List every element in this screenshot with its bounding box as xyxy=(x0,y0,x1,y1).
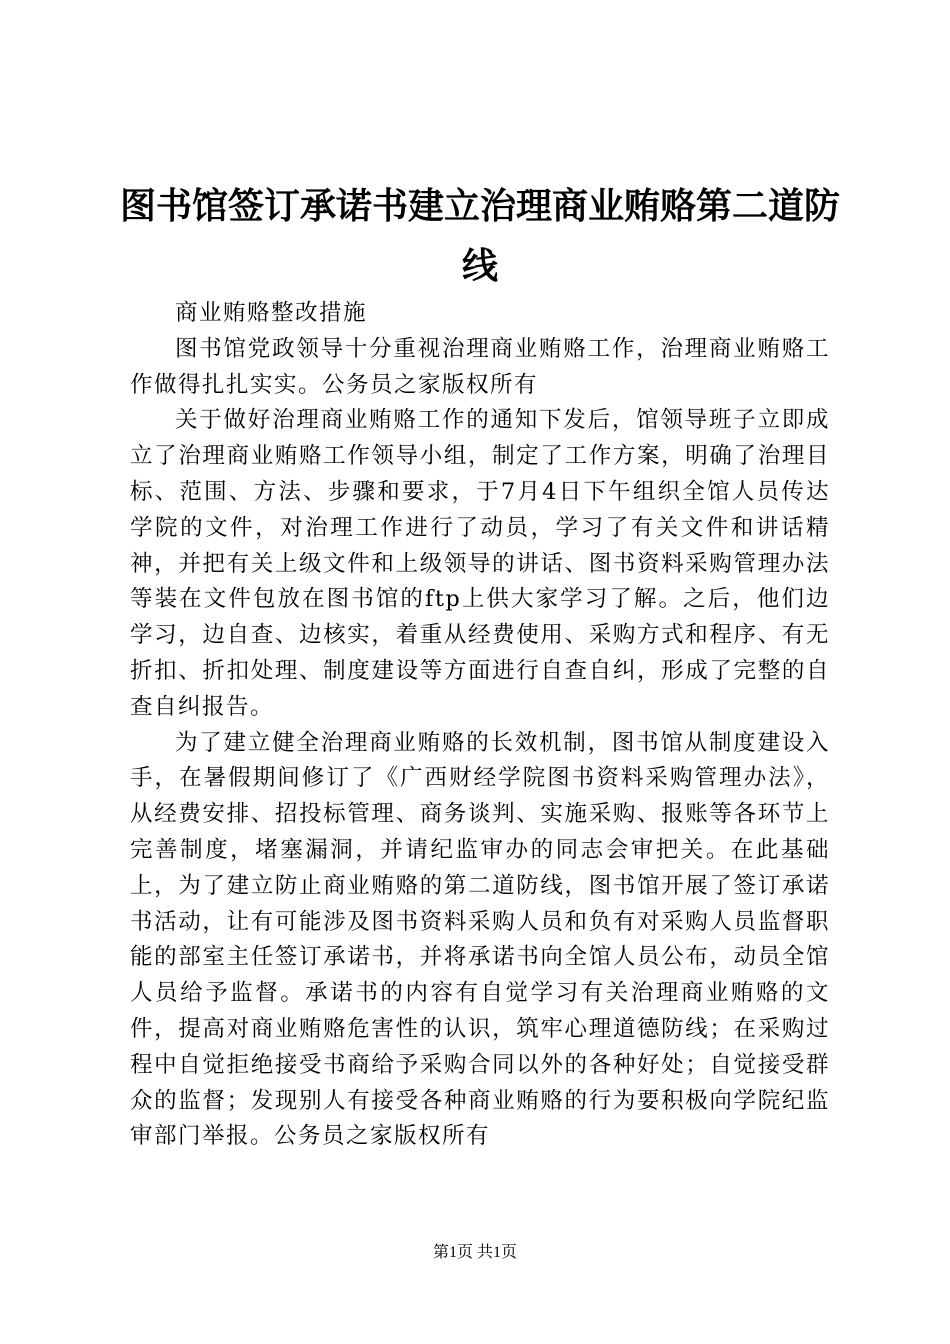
document-body xyxy=(130,296,830,1155)
page-number-footer: 第1页 共1页 xyxy=(432,1244,517,1261)
document-title: 图书馆签订承诺书建立治理商业贿赂第二道防线 xyxy=(120,185,841,287)
paragraph-subtitle: 商业贿赂整改措施 xyxy=(175,300,368,326)
paragraph-2: 关于做好治理商业贿赂工作的通知下发后，馆领导班子立即成立了治理商业贿赂工作领导小组，制定了工作方案，明确了治理目标、范围、方法、步骤和要求，于7月4日下午组织全馆人员传达学院的文件，对治理工作进行了动员，学习了有关文件和讲话精神，并把有关上级文件和上级领导的讲话、图书资料采购管理办法等装在文件包放在图书馆的ftp上供大家学习了解。之后，他们边学习，边自查、边核实，着重从经费使用、采购方式和程序、有无折扣、折扣处理、制度建设等方面进行自查自纠，形成了完整的自查自纠报告。 xyxy=(130,407,830,720)
paragraph-1: 图书馆党政领导十分重视治理商业贿赂工作，治理商业贿赂工作做得扎扎实实。公务员之家版权所有 xyxy=(130,335,830,398)
paragraph-3: 为了建立健全治理商业贿赂的长效机制，图书馆从制度建设入手，在暑假期间修订了《广西财经学院图书资料采购管理办法》，从经费安排、招投标管理、商务谈判、实施采购、报账等各环节上完善制度，堵塞漏洞，并请纪监审办的同志会审把关。在此基础上，为了建立防止商业贿赂的第二道防线，图书馆开展了签订承诺书活动，让有可能涉及图书资料采购人员和负有对采购人员监督职能的部室主任签订承诺书，并将承诺书向全馆人员公布，动员全馆人员给予监督。承诺书的内容有自觉学习有关治理商业贿赂的文件，提高对商业贿赂危害性的认识，筑牢心理道德防线；在采购过程中自觉拒绝接受书商给予采购合同以外的各种好处；自觉接受群众的监督；发现别人有接受各种商业贿赂的行为要积极向学院纪监审部门举报。公务员之家版权所有 xyxy=(130,729,830,1150)
